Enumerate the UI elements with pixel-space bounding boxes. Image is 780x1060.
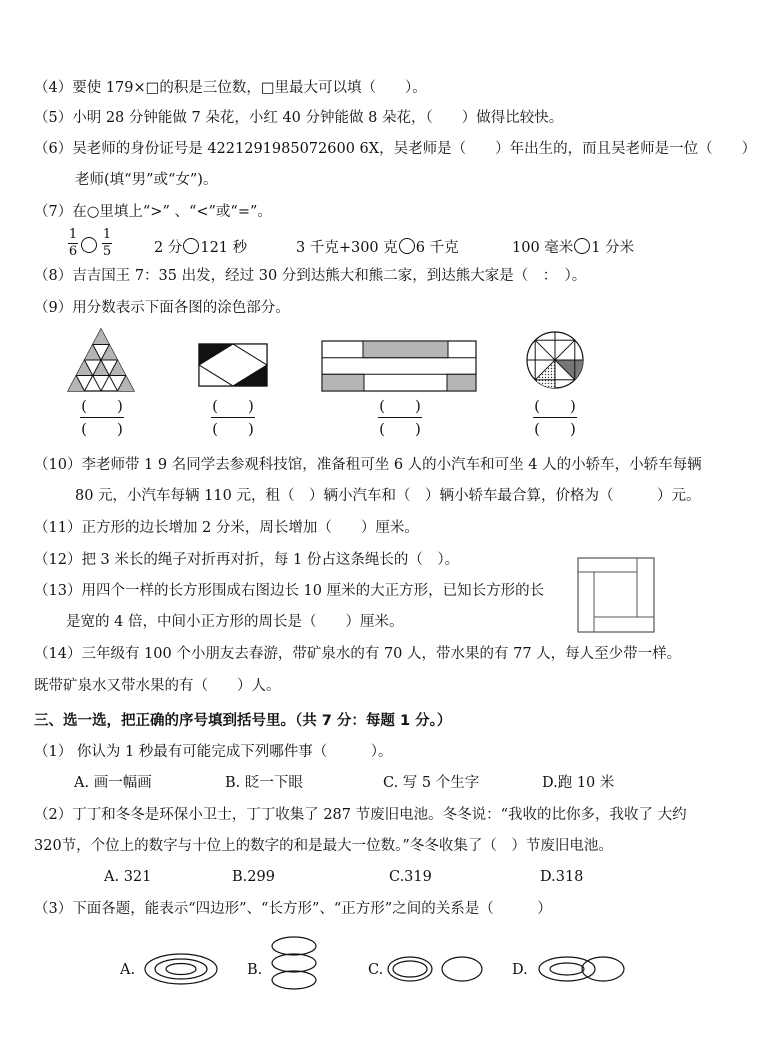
q10-text-line2: 80 元，小汽车每辆 110 元，租（ ）辆小汽车和（ ）辆小轿车最合算，价格为（ ）元。 [75,488,701,504]
s3-q1-option-d[interactable]: D.跑 10 米 [542,775,615,791]
q7-item-d-left: 100 毫米 [512,240,574,256]
s3-q2-option-c[interactable]: C.319 [389,869,432,885]
fraction-numerator: 1 [68,227,78,242]
q14-text-line1: （14）三年级有 100 个小朋友去春游，带矿泉水的有 70 人，带水果的有 77 人，每人至少带一样。 [34,646,682,662]
separate-ellipses-figure [386,954,484,984]
q6-text-line2: 老师(填“男”或“女”)。 [75,172,218,188]
denominator-blank: ( ) [534,420,576,438]
q7-item-c-left: 3 千克+300 克 [296,240,398,256]
q10-text-line1: （10）李老师带 1 9 名同学去参观科技馆，准备租可坐 6 人的小汽车和可坐 4 人的小轿车，小轿车每辆 [34,457,702,473]
q7-compare-circle-a[interactable] [80,237,98,257]
s3-q2-text-line2: 320节，个位上的数字与十位上的数字的和是最大一位数。”冬冬收集了（ ）节废旧电池。 [34,838,613,854]
q7-item-b-left: 2 分 [154,240,183,256]
nested-ellipses-figure [143,952,219,986]
rectangle-rhombus-figure [198,343,268,387]
denominator-blank: ( ) [212,420,254,438]
s3-q1-text: （1） 你认为 1 秒最有可能完成下列哪件事（ ）。 [34,744,393,760]
q13-text-line2: 是宽的 4 倍，中间小正方形的周长是（ ）厘米。 [66,614,404,630]
answer-fraction-2[interactable] [211,397,255,438]
section3-heading: 三、选一选，把正确的序号填到括号里。（共 7 分：每题 1 分。） [34,713,452,729]
s3-q3-option-a-label[interactable]: A. [120,962,136,978]
q7-compare-circle-c[interactable] [399,238,415,254]
q5-text: （5）小明 28 分钟能做 7 朵花，小红 40 分钟能做 8 朵花，（ ）做得比较快。 [34,110,564,126]
q7-item-d [512,238,634,258]
denominator-blank: ( ) [81,420,123,438]
overlapping-ellipses-figure [537,954,627,984]
denominator-blank: ( ) [379,420,421,438]
s3-q1-option-b[interactable]: B. 眨一下眼 [225,775,303,791]
numerator-blank: ( ) [81,397,123,415]
s3-q2-option-b[interactable]: B.299 [232,869,275,885]
q12-text: （12）把 3 米长的绳子对折再对折，每 1 份占这条绳长的（ ）。 [34,552,460,568]
numerator-blank: ( ) [534,397,576,415]
q7-fraction-b [102,228,112,259]
q7-item-d-right: 1 分米 [591,240,635,256]
fraction-denominator: 5 [102,244,112,259]
q7-item-b-right: 121 秒 [200,240,248,256]
answer-fraction-3[interactable] [378,397,422,438]
s3-q3-option-b-label[interactable]: B. [247,962,263,978]
s3-q1-option-a[interactable]: A. 画一幅画 [74,775,152,791]
q7-compare-circle-b[interactable] [183,238,199,254]
answer-fraction-1[interactable] [80,397,124,438]
triangle-figure [66,327,136,393]
q8-text: （8）吉吉国王 7：35 出发，经过 30 分到达熊大和熊二家，到达熊大家是（ ： ）。 [34,268,587,284]
q9-text: （9）用分数表示下面各图的涂色部分。 [34,300,290,316]
strip-figure [321,340,477,392]
s3-q2-option-d[interactable]: D.318 [540,869,584,885]
q7-item-c [296,238,459,258]
stacked-ellipses-figure [270,935,318,991]
q11-text: （11）正方形的边长增加 2 分米，周长增加（ ）厘米。 [34,520,419,536]
q14-text-line2: 既带矿泉水又带水果的有（ ）人。 [34,678,281,694]
fraction-denominator: 6 [68,244,78,259]
circle-square-figure [526,331,584,389]
s3-q3-option-c-label[interactable]: C. [368,962,384,978]
q7-compare-circle-d[interactable] [574,238,590,254]
s3-q3-option-d-label[interactable]: D. [512,962,528,978]
q7-text: （7）在○里填上“>” 、“<”或“=”。 [34,204,272,220]
s3-q2-text-line1: （2）丁丁和冬冬是环保小卫士，丁丁收集了 287 节废旧电池。冬冬说：“我收的比你多，我收了 大约 [34,807,687,823]
s3-q3-text: （3）下面各题，能表示“四边形”、“长方形”、“正方形”之间的关系是（ ） [34,901,552,917]
q13-text-line1: （13）用四个一样的长方形围成右图边长 10 厘米的大正方形，已知长方形的长 [34,583,545,599]
answer-fraction-4[interactable] [533,397,577,438]
q7-fraction-a [68,228,78,259]
numerator-blank: ( ) [212,397,254,415]
s3-q2-option-a[interactable]: A. 321 [104,869,152,885]
q6-text-line1: （6）吴老师的身份证号是 4221291985072600 6X，吴老师是（ ）年出生的，而且吴老师是一位（ ） [34,141,757,157]
q7-item-b [154,238,247,258]
numerator-blank: ( ) [379,397,421,415]
fraction-numerator: 1 [102,227,112,242]
s3-q1-option-c[interactable]: C. 写 5 个生字 [383,775,480,791]
pinwheel-square-figure [577,557,655,633]
q4-text: （4）要使 179×□的积是三位数，□里最大可以填（ ）。 [34,80,427,96]
q7-item-c-right: 6 千克 [415,240,459,256]
